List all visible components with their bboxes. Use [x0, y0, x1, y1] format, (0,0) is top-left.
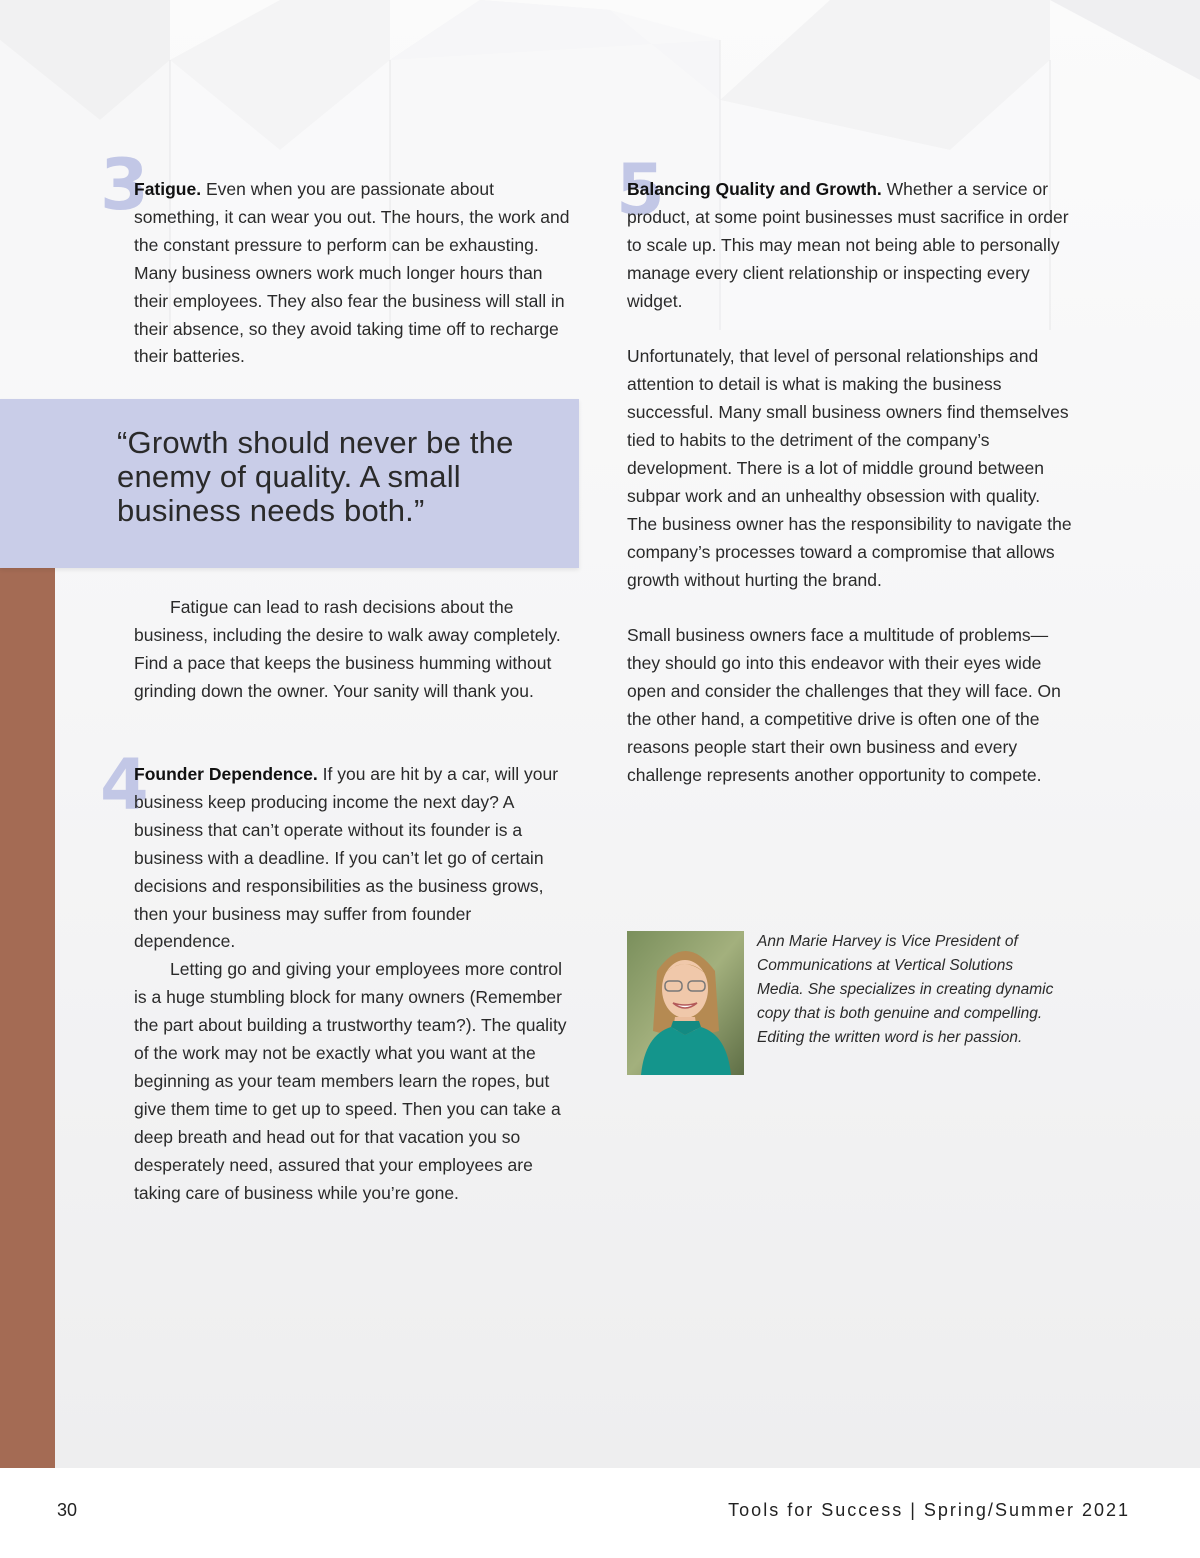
- item4-paragraph: [134, 761, 574, 956]
- item-number-4: 4: [100, 744, 147, 826]
- column-right: [627, 176, 1072, 790]
- item5-heading: Balancing Quality and Growth.: [627, 179, 887, 199]
- item5-paragraph: [627, 176, 1072, 316]
- column-left-middle: [134, 594, 574, 706]
- brown-accent-bar: [0, 568, 55, 1468]
- pull-quote: “Growth should never be the enemy of quality. A small business needs both.”: [117, 425, 514, 528]
- item5-body: Whether a service or product, at some point businesses must sacrifice in order to scale up. This may mean not being able to personally manage every client relationship or inspecting every widget.: [627, 179, 1069, 311]
- item3-body: Even when you are passionate about something, it can wear you out. The hours, the work and the constant pressure to perform can be exhausting. Many business owners work much longer hours than their employees. They also fear the business will stall in their absence, so they avoid taking time off to recharge their batteries.: [134, 179, 570, 367]
- column-left-top: [134, 176, 579, 371]
- item3-paragraph: [134, 176, 579, 371]
- page-number: 30: [57, 1500, 78, 1520]
- item-number-3: 3: [100, 144, 147, 226]
- author-photo: [627, 931, 744, 1075]
- column-left-bottom: [134, 761, 574, 1208]
- publication-title: Tools for Success | Spring/Summer 2021: [728, 1500, 1130, 1520]
- item4-body: If you are hit by a car, will your business keep producing income the next day? A business that can’t operate without its founder is a business with a deadline. If you can’t let go of certain decisions and responsibilities as the business grows, then your business may suffer from founder dependence.: [134, 764, 559, 952]
- right-paragraph-2: Unfortunately, that level of personal relationships and attention to detail is what is making the business successful. Many small business owners find themselves tied to habits to the detriment of the company’s development. There is a lot of middle ground between subpar work and an unhealthy obsession with quality. The business owner has the responsibility to navigate the company’s processes toward a compromise that allows growth without hurting the brand.: [627, 346, 1072, 590]
- right-paragraph-3: Small business owners face a multitude of problems— they should go into this endeavor with their eyes wide open and consider the challenges that they will face. On the other hand, a competitive drive is often one of the reasons people start their own business and every challenge represents another opportunity to compete.: [627, 625, 1061, 785]
- fatigue-followup: Fatigue can lead to rash decisions about the business, including the desire to walk away completely. Find a pace that keeps the business humming without grinding down the owner. Your sanity will thank you.: [134, 597, 561, 701]
- author-bio: Ann Marie Harvey is Vice President of Communications at Vertical Solutions Media. She specializes in creating dynamic copy that is both genuine and compelling. Editing the written word is her passion.: [757, 933, 1054, 1046]
- item4-heading: Founder Dependence.: [134, 764, 323, 784]
- item4-paragraph-2: Letting go and giving your employees more control is a huge stumbling block for many owners (Remember the part about building a trustworthy team?). The quality of the work may not be exactly what you want at the beginning as your team members learn the ropes, but give them time to get up to speed. Then you can take a deep breath and head out for that vacation you so desperately need, assured that your employees are taking care of business while you’re gone.: [134, 959, 567, 1203]
- item3-heading: Fatigue.: [134, 179, 206, 199]
- item-number-5: 5: [616, 149, 663, 231]
